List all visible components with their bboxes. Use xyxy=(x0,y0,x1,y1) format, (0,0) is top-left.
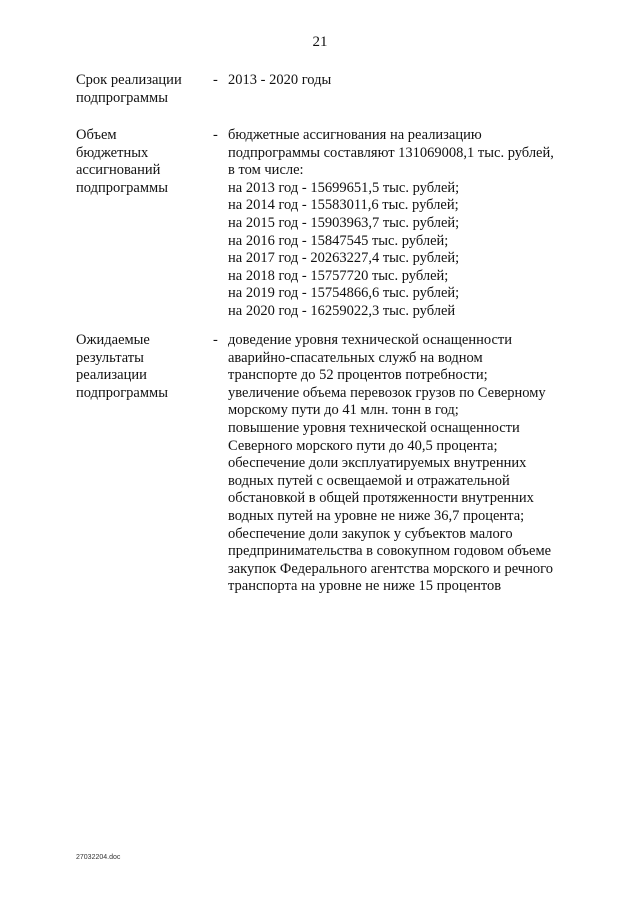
content-line: транспорте до 52 процентов потребности; xyxy=(228,367,488,384)
row-content xyxy=(228,127,588,321)
label-line: результаты xyxy=(76,349,144,366)
row-dash: - xyxy=(213,127,218,143)
content-line: 2013 - 2020 годы xyxy=(228,72,332,88)
content-line: водных путей на уровне не ниже 36,7 процента; xyxy=(228,507,525,524)
label-line: Ожидаемые xyxy=(76,332,150,348)
content-line: на 2014 год - 15583011,6 тыс. рублей; xyxy=(228,197,459,214)
content-line: закупок Федерального агентства морского и речного xyxy=(228,560,553,577)
content-line: обеспечение доли закупок у субъектов малого xyxy=(228,525,513,542)
content-line: морскому пути до 41 млн. тонн в год; xyxy=(228,402,459,419)
row-budget-allocations xyxy=(76,127,596,327)
row-content xyxy=(228,332,588,596)
row-implementation-period xyxy=(76,72,596,112)
content-line: на 2015 год - 15903963,7 тыс. рублей; xyxy=(228,214,460,231)
content-line: на 2017 год - 20263227,4 тыс. рублей; xyxy=(228,250,460,267)
label-line: Срок реализации xyxy=(76,72,182,88)
content-line: подпрограммы составляют 131069008,1 тыс. рублей, xyxy=(228,144,554,161)
label-line: Объем xyxy=(76,127,117,143)
content-line: на 2018 год - 15757720 тыс. рублей; xyxy=(228,267,449,284)
label-line: подпрограммы xyxy=(76,179,168,196)
content-line: Северного морского пути до 40,5 процента; xyxy=(228,437,498,454)
content-line: предпринимательства в совокупном годовом объеме xyxy=(228,543,552,560)
label-line: бюджетных xyxy=(76,144,149,161)
row-label xyxy=(76,72,204,107)
content-line: на 2013 год - 15699651,5 тыс. рублей; xyxy=(228,179,460,196)
row-expected-results xyxy=(76,332,596,602)
content-line: аварийно-спасательных служб на водном xyxy=(228,349,483,366)
content-line: бюджетные ассигнования на реализацию xyxy=(228,127,482,143)
content-line: доведение уровня технической оснащенности xyxy=(228,332,513,348)
content-line: обстановкой в общей протяженности внутренних xyxy=(228,490,534,507)
page-number: 21 xyxy=(312,34,328,50)
content-line: на 2019 год - 15754866,6 тыс. рублей; xyxy=(228,285,460,302)
row-dash: - xyxy=(213,332,218,348)
label-line: реализации xyxy=(76,367,147,384)
content-line: повышение уровня технической оснащенности xyxy=(228,419,520,436)
content-line: на 2016 год - 15847545 тыс. рублей; xyxy=(228,232,449,249)
label-line: подпрограммы xyxy=(76,89,168,106)
row-content xyxy=(228,72,588,90)
label-line: ассигнований xyxy=(76,162,161,179)
content-line: водных путей с освещаемой и отражательной xyxy=(228,472,510,489)
row-label xyxy=(76,332,204,402)
content-line: транспорта на уровне не ниже 15 процентов xyxy=(228,578,502,595)
row-label xyxy=(76,127,204,197)
content-line: обеспечение доли эксплуатируемых внутренних xyxy=(228,455,527,472)
content-line: в том числе: xyxy=(228,162,304,179)
content-line: на 2020 год - 16259022,3 тыс. рублей xyxy=(228,302,456,319)
row-dash: - xyxy=(213,72,218,88)
file-name-footer: 27032204.doc xyxy=(76,854,121,861)
label-line: подпрограммы xyxy=(76,384,168,401)
content-line: увеличение объема перевозок грузов по Северному xyxy=(228,384,546,401)
